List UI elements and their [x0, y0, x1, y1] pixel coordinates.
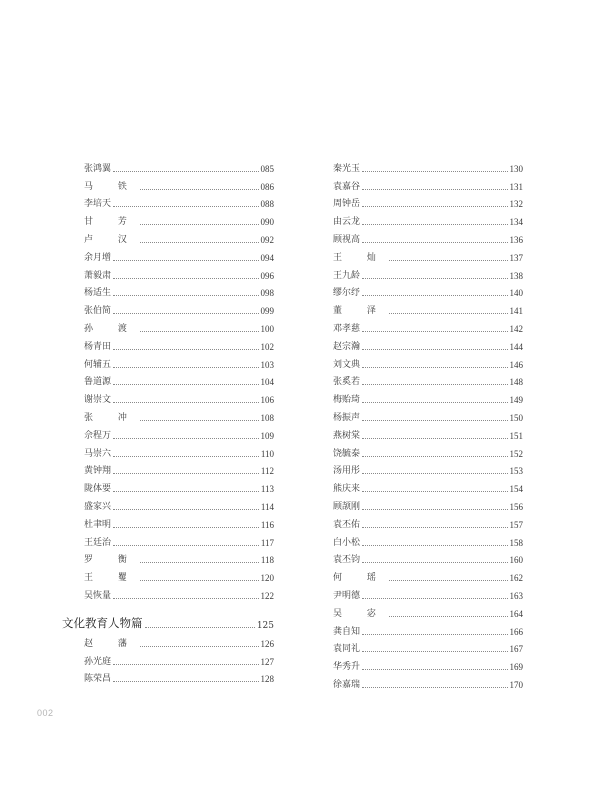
- entry-name: 马崇六: [84, 448, 112, 459]
- entry-page-number: 148: [509, 377, 523, 388]
- entry-name: 秦光玉: [333, 163, 361, 174]
- toc-entry[interactable]: [84, 423, 274, 441]
- entry-name: 华秀升: [333, 662, 361, 673]
- section-page-number: 125: [256, 620, 274, 631]
- toc-entry[interactable]: [84, 263, 274, 281]
- entry-page-number: 085: [260, 163, 274, 174]
- entry-page-number: 169: [509, 662, 523, 673]
- entry-name: 孙 渡: [84, 323, 138, 334]
- entry-page-number: 094: [260, 252, 274, 263]
- entry-name: 顾视高: [333, 234, 361, 245]
- entry-page-number: 127: [260, 656, 274, 667]
- entry-name: 杜聿明: [84, 519, 112, 530]
- entry-page-number: 098: [260, 288, 274, 299]
- entry-name: 余月增: [84, 252, 112, 263]
- dot-leader: [113, 402, 258, 403]
- entry-name: 卢 汉: [84, 234, 138, 245]
- entry-name: 吴 宓: [333, 608, 387, 619]
- toc-entry[interactable]: [84, 352, 274, 370]
- dot-leader: [362, 402, 507, 403]
- dot-leader: [140, 646, 259, 647]
- entry-name: 尹明德: [333, 590, 361, 601]
- entry-page-number: 109: [260, 430, 274, 441]
- entry-page-number: 164: [509, 608, 523, 619]
- dot-leader: [113, 278, 258, 279]
- entry-name: 吴恢量: [84, 590, 112, 601]
- toc-entry[interactable]: [84, 459, 274, 477]
- dot-leader: [362, 278, 507, 279]
- toc-right-entries: [333, 156, 523, 690]
- entry-page-number: 140: [509, 288, 523, 299]
- entry-name: 何辅五: [84, 359, 112, 370]
- entry-name: 张奚若: [333, 377, 361, 388]
- dot-leader: [113, 295, 258, 296]
- entry-name: 董 泽: [333, 306, 387, 317]
- entry-page-number: 118: [260, 555, 274, 566]
- toc-entry[interactable]: [84, 334, 274, 352]
- entry-name: 王九龄: [333, 270, 361, 281]
- dot-leader: [140, 562, 259, 563]
- entry-page-number: 099: [260, 306, 274, 317]
- dot-leader: [113, 206, 258, 207]
- dot-leader: [113, 260, 258, 261]
- toc-entry[interactable]: [333, 654, 523, 672]
- entry-page-number: 144: [509, 341, 523, 352]
- dot-leader: [362, 242, 507, 243]
- toc-entry[interactable]: [333, 387, 523, 405]
- dot-leader: [362, 687, 507, 688]
- toc-entry[interactable]: [333, 601, 523, 619]
- entry-name: 袁同礼: [333, 644, 361, 655]
- entry-name: 李培天: [84, 199, 112, 210]
- toc-entry[interactable]: [333, 352, 523, 370]
- entry-name: 燕树棠: [333, 430, 361, 441]
- toc-entry[interactable]: [84, 298, 274, 316]
- dot-leader: [113, 681, 258, 682]
- toc-section-entries: [84, 631, 274, 684]
- dot-leader: [362, 367, 507, 368]
- toc-entry[interactable]: [333, 672, 523, 690]
- dot-leader: [362, 224, 507, 225]
- toc-entry[interactable]: [84, 494, 274, 512]
- toc-entry[interactable]: [84, 476, 274, 494]
- entry-name: 刘文典: [333, 359, 361, 370]
- entry-name: 罗 衡: [84, 555, 138, 566]
- entry-page-number: 153: [509, 466, 523, 477]
- toc-entry[interactable]: [333, 405, 523, 423]
- entry-name: 龚自知: [333, 626, 361, 637]
- toc-entry[interactable]: [333, 245, 523, 263]
- entry-name: 王廷治: [84, 537, 112, 548]
- toc-left-column: [62, 156, 274, 685]
- toc-entry[interactable]: [333, 298, 523, 316]
- toc-entry[interactable]: [84, 441, 274, 459]
- entry-name: 陈荣昌: [84, 674, 112, 685]
- toc-entry[interactable]: [84, 316, 274, 334]
- entry-name: 周钟岳: [333, 199, 361, 210]
- dot-leader: [362, 473, 507, 474]
- entry-page-number: 136: [509, 234, 523, 245]
- dot-leader: [362, 171, 507, 172]
- entry-name: 张 冲: [84, 412, 138, 423]
- dot-leader: [362, 669, 507, 670]
- toc-entry[interactable]: [333, 548, 523, 566]
- entry-page-number: 162: [509, 573, 523, 584]
- dot-leader: [113, 545, 259, 546]
- toc-entry[interactable]: [333, 370, 523, 388]
- toc-entry[interactable]: [84, 565, 274, 583]
- toc-entry[interactable]: [333, 583, 523, 601]
- entry-page-number: 132: [509, 199, 523, 210]
- entry-name: 由云龙: [333, 217, 361, 228]
- entry-name: 杨青田: [84, 341, 112, 352]
- dot-leader: [362, 562, 507, 563]
- dot-leader: [362, 295, 507, 296]
- entry-name: 顾颉刚: [333, 501, 361, 512]
- section-title: 文化教育人物篇: [62, 615, 143, 630]
- dot-leader: [362, 349, 507, 350]
- entry-name: 汤用彤: [333, 466, 361, 477]
- entry-page-number: 142: [509, 323, 523, 334]
- entry-page-number: 131: [509, 181, 523, 192]
- entry-page-number: 117: [260, 537, 274, 548]
- toc-entry[interactable]: [333, 334, 523, 352]
- entry-name: 杨适生: [84, 288, 112, 299]
- section-spacer: [84, 601, 274, 613]
- entry-page-number: 152: [509, 448, 523, 459]
- entry-page-number: 126: [260, 638, 274, 649]
- entry-page-number: 122: [260, 590, 274, 601]
- entry-page-number: 086: [260, 181, 274, 192]
- entry-page-number: 128: [260, 674, 274, 685]
- toc-entry[interactable]: [84, 245, 274, 263]
- toc-entry[interactable]: [84, 649, 274, 667]
- toc-entry[interactable]: [84, 530, 274, 548]
- dot-leader: [145, 627, 255, 628]
- dot-leader: [113, 473, 259, 474]
- entry-page-number: 120: [260, 573, 274, 584]
- dot-leader: [389, 313, 508, 314]
- entry-page-number: 146: [509, 359, 523, 370]
- entry-page-number: 106: [260, 395, 274, 406]
- toc-entry[interactable]: [84, 667, 274, 685]
- dot-leader: [113, 664, 258, 665]
- entry-name: 袁嘉谷: [333, 181, 361, 192]
- dot-leader: [140, 331, 259, 332]
- dot-leader: [113, 491, 259, 492]
- entry-page-number: 113: [260, 484, 274, 495]
- toc-entry[interactable]: [333, 263, 523, 281]
- entry-name: 白小松: [333, 537, 361, 548]
- toc-right-column: [333, 156, 523, 690]
- toc-entry[interactable]: [333, 476, 523, 494]
- dot-leader: [140, 189, 259, 190]
- entry-page-number: 096: [260, 270, 274, 281]
- dot-leader: [362, 206, 507, 207]
- toc-entry[interactable]: [333, 156, 523, 174]
- toc-entry[interactable]: [84, 631, 274, 649]
- toc-entry[interactable]: [84, 209, 274, 227]
- entry-name: 王 灿: [333, 252, 387, 263]
- entry-name: 鲁道源: [84, 377, 112, 388]
- dot-leader: [113, 171, 258, 172]
- entry-page-number: 104: [260, 377, 274, 388]
- entry-name: 萧毅肃: [84, 270, 112, 281]
- toc-entry[interactable]: [333, 174, 523, 192]
- toc-entry[interactable]: [333, 459, 523, 477]
- entry-page-number: 166: [509, 626, 523, 637]
- toc-entry[interactable]: [84, 583, 274, 601]
- dot-leader: [113, 438, 258, 439]
- toc-entry[interactable]: [84, 227, 274, 245]
- entry-page-number: 160: [509, 555, 523, 566]
- dot-leader: [140, 420, 259, 421]
- dot-leader: [140, 224, 259, 225]
- dot-leader: [362, 527, 507, 528]
- entry-page-number: 116: [260, 519, 274, 530]
- toc-entry[interactable]: [333, 619, 523, 637]
- dot-leader: [362, 491, 507, 492]
- entry-page-number: 170: [509, 679, 523, 690]
- dot-leader: [362, 651, 507, 652]
- dot-leader: [362, 545, 507, 546]
- entry-page-number: 151: [509, 430, 523, 441]
- entry-name: 袁丕佑: [333, 519, 361, 530]
- entry-name: 陇体要: [84, 484, 112, 495]
- dot-leader: [362, 598, 507, 599]
- entry-page-number: 100: [260, 323, 274, 334]
- entry-page-number: 163: [509, 590, 523, 601]
- toc-entry[interactable]: [333, 281, 523, 299]
- dot-leader: [113, 384, 258, 385]
- toc-entry[interactable]: [84, 370, 274, 388]
- entry-name: 饶毓泰: [333, 448, 361, 459]
- dot-leader: [362, 456, 507, 457]
- dot-leader: [389, 580, 508, 581]
- dot-leader: [113, 313, 258, 314]
- toc-entry[interactable]: [84, 192, 274, 210]
- dot-leader: [362, 438, 507, 439]
- page-number: 002: [37, 708, 54, 718]
- entry-page-number: 157: [509, 519, 523, 530]
- dot-leader: [389, 260, 508, 261]
- entry-name: 王 矍: [84, 573, 138, 584]
- entry-name: 赵 藩: [84, 638, 138, 649]
- dot-leader: [140, 242, 259, 243]
- toc-entry[interactable]: [84, 156, 274, 174]
- toc-entry[interactable]: [84, 548, 274, 566]
- entry-page-number: 092: [260, 234, 274, 245]
- entry-page-number: 103: [260, 359, 274, 370]
- entry-page-number: 090: [260, 217, 274, 228]
- entry-name: 孙光庭: [84, 656, 112, 667]
- entry-name: 盛家兴: [84, 501, 112, 512]
- toc-entry[interactable]: [333, 637, 523, 655]
- toc-entry[interactable]: [84, 512, 274, 530]
- entry-name: 黄钟翔: [84, 466, 112, 477]
- toc-entry[interactable]: [84, 387, 274, 405]
- entry-name: 甘 芳: [84, 217, 138, 228]
- entry-page-number: 112: [260, 466, 274, 477]
- toc-entry[interactable]: [333, 192, 523, 210]
- dot-leader: [140, 580, 259, 581]
- entry-name: 佘程万: [84, 430, 112, 441]
- dot-leader: [362, 509, 507, 510]
- entry-name: 杨振声: [333, 412, 361, 423]
- dot-leader: [362, 331, 507, 332]
- entry-page-number: 141: [509, 306, 523, 317]
- entry-page-number: 167: [509, 644, 523, 655]
- toc-section-heading[interactable]: [62, 613, 274, 631]
- entry-name: 梅贻琦: [333, 395, 361, 406]
- toc-entry[interactable]: [333, 565, 523, 583]
- entry-page-number: 154: [509, 484, 523, 495]
- entry-name: 马 铁: [84, 181, 138, 192]
- toc-entry[interactable]: [333, 441, 523, 459]
- toc-left-entries: [84, 156, 274, 601]
- entry-name: 张鸿翼: [84, 163, 112, 174]
- entry-page-number: 110: [260, 448, 274, 459]
- dot-leader: [389, 616, 508, 617]
- toc-entry[interactable]: [333, 423, 523, 441]
- entry-name: 徐嘉瑞: [333, 679, 361, 690]
- toc-entry[interactable]: [333, 494, 523, 512]
- dot-leader: [113, 367, 258, 368]
- dot-leader: [362, 634, 507, 635]
- entry-page-number: 137: [509, 252, 523, 263]
- entry-name: 袁丕钧: [333, 555, 361, 566]
- toc-entry[interactable]: [84, 174, 274, 192]
- entry-name: 熊庆来: [333, 484, 361, 495]
- entry-page-number: 088: [260, 199, 274, 210]
- entry-page-number: 156: [509, 501, 523, 512]
- entry-name: 缪尔纾: [333, 288, 361, 299]
- dot-leader: [362, 384, 507, 385]
- entry-page-number: 114: [260, 501, 274, 512]
- dot-leader: [113, 456, 259, 457]
- entry-page-number: 158: [509, 537, 523, 548]
- entry-page-number: 150: [509, 412, 523, 423]
- dot-leader: [113, 598, 258, 599]
- entry-name: 赵宗瀚: [333, 341, 361, 352]
- toc-entry[interactable]: [333, 209, 523, 227]
- toc-entry[interactable]: [333, 227, 523, 245]
- dot-leader: [113, 509, 259, 510]
- toc-entry[interactable]: [333, 512, 523, 530]
- entry-page-number: 108: [260, 412, 274, 423]
- entry-page-number: 138: [509, 270, 523, 281]
- entry-page-number: 149: [509, 395, 523, 406]
- dot-leader: [362, 420, 507, 421]
- entry-page-number: 134: [509, 217, 523, 228]
- entry-name: 邓孝慈: [333, 323, 361, 334]
- dot-leader: [113, 527, 259, 528]
- entry-name: 谢崇文: [84, 395, 112, 406]
- toc-entry[interactable]: [84, 405, 274, 423]
- toc-entry[interactable]: [333, 530, 523, 548]
- toc-entry[interactable]: [333, 316, 523, 334]
- toc-entry[interactable]: [84, 281, 274, 299]
- dot-leader: [113, 349, 258, 350]
- entry-name: 何 瑶: [333, 573, 387, 584]
- entry-name: 张伯简: [84, 306, 112, 317]
- entry-page-number: 102: [260, 341, 274, 352]
- dot-leader: [362, 189, 507, 190]
- entry-page-number: 130: [509, 163, 523, 174]
